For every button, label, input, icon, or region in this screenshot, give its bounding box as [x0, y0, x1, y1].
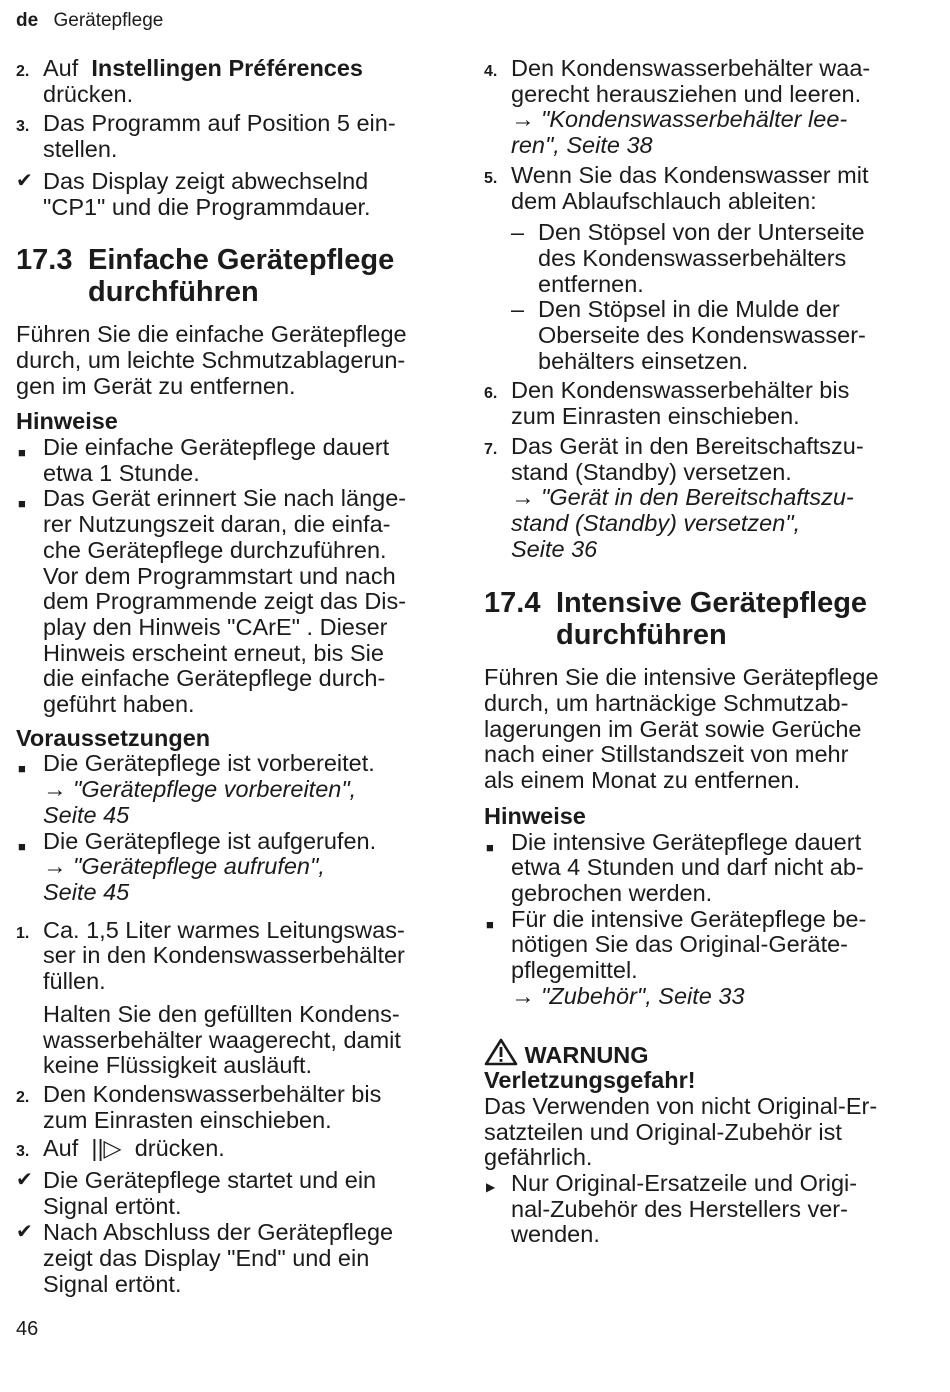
step-4: 4. Den Kondenswasserbehälter waa- gerecht herausziehen und leeren. → "Kondenswasserbehälter lee- ren", Seite 38: [484, 56, 914, 159]
arrow-right-icon: →: [43, 853, 74, 880]
step-number: 6.: [484, 385, 498, 403]
header-title: Gerätepflege: [53, 10, 164, 31]
arrow-right-icon: →: [511, 484, 542, 511]
check-icon: ✔: [16, 169, 33, 192]
square-bullet-icon: ■: [486, 916, 494, 932]
warning-label-row: [484, 1038, 914, 1069]
warning-box: WARNUNG Verletzungsgefahr! Das Verwenden von nicht Original-Er- satzteilen und Original-Zubehör ist gefährlich. ▶ Nur Original-Ersatzeile und Origi- nal-Zubehör des Herstellers ver- wenden.: [484, 1038, 914, 1249]
triangle-bullet-icon: ▶: [486, 1180, 496, 1195]
warning-label: WARNUNG: [524, 1041, 649, 1068]
cross-reference-link[interactable]: → "Zubehör", Seite 33: [511, 982, 745, 1009]
step-number: 3.: [16, 1143, 30, 1161]
cross-reference-link[interactable]: → "Kondenswasserbehälter lee-: [511, 106, 848, 133]
button-name: Instellingen Préférences: [91, 55, 364, 81]
step-1: 1. Ca. 1,5 Liter warmes Leitungswas- ser in den Kondenswasserbehälter füllen. Halten Sie den gefüllten Kondens- wasserbehälter waagerecht, damit keine Flüssigkeit ausläuft.: [16, 918, 441, 1079]
section-heading-17-3: 17.3 Einfache Gerätepflege durchführen: [16, 244, 395, 309]
step-6: 6. Den Kondenswasserbehälter bis zum Einrasten einschieben.: [484, 377, 850, 430]
dash-item: – Den Stöpsel von der Unterseite des Kondenswasserbehälters entfernen.: [511, 219, 865, 297]
hinweise-heading: Hinweise: [16, 408, 118, 435]
square-bullet-icon: ■: [18, 838, 26, 854]
result-item: ✔ Die Gerätepflege startet und ein Signal ertönt.: [16, 1167, 377, 1219]
warning-triangle-icon: [484, 1038, 518, 1066]
step-number: 2.: [16, 1088, 30, 1106]
bullet-item: ■ Die Gerätepflege ist vorbereitet. → "Gerätepflege vorbereiten", Seite 45: [16, 751, 441, 828]
left-column: [16, 56, 441, 1298]
section-intro: Führen Sie die intensive Gerätepflege durch, um hartnäckige Schmutzab- lagerungen im Gerät sowie Gerüche nach einer Stillstandszeit von mehr als einem Monat zu entfernen.: [484, 664, 879, 794]
step-2: 2. Den Kondenswasserbehälter bis zum Einrasten einschieben.: [16, 1080, 382, 1133]
bullet-item: ■ Die Gerätepflege ist aufgerufen. → "Gerätepflege aufrufen", Seite 45: [16, 829, 441, 906]
page-header: [16, 10, 163, 32]
bullet-item: ■ Die intensive Gerätepflege dauert etwa 4 Stunden und darf nicht ab- gebrochen werden.: [486, 828, 864, 906]
check-icon: ✔: [16, 1221, 33, 1244]
dash-bullet: –: [511, 219, 525, 246]
arrow-right-icon: →: [511, 982, 542, 1009]
section-heading-17-4: 17.4 Intensive Gerätepflege durchführen: [484, 587, 868, 652]
step-number: 1.: [16, 924, 30, 942]
step-number: 2.: [16, 63, 30, 80]
hinweise-heading: Hinweise: [484, 802, 586, 829]
square-bullet-icon: ■: [486, 839, 494, 855]
right-column: [484, 56, 914, 1248]
step-note: Halten Sie den gefüllten Kondens- wasserbehälter waagerecht, damit keine Flüssigkeit ausläuft.: [43, 1000, 401, 1079]
cross-reference-link[interactable]: → "Gerät in den Bereitschaftszu-: [511, 484, 854, 511]
step-number: 7.: [484, 440, 498, 458]
result-item: ✔ Das Display zeigt abwechselnd "CP1" und die Programmdauer.: [16, 167, 371, 220]
start-pause-icon: ||▷: [91, 1135, 122, 1162]
section-intro: Führen Sie die einfache Gerätepflege durch, um leichte Schmutzablagerun- gen im Gerät zu entfernen.: [16, 321, 407, 399]
warning-action: ▶ Nur Original-Ersatzeile und Origi- nal-Zubehör des Herstellers ver- wenden.: [486, 1170, 858, 1248]
square-bullet-icon: ■: [18, 496, 26, 512]
step-3: 3. Das Programm auf Position 5 ein- stellen.: [16, 110, 396, 163]
section-number: 17.3: [16, 244, 73, 277]
step-number: 4.: [484, 63, 498, 80]
bullet-item: ■ Für die intensive Gerätepflege be- nötigen Sie das Original-Geräte- pflegemittel. → "Zubehör", Seite 33: [484, 907, 914, 1010]
arrow-right-icon: →: [511, 106, 542, 133]
bullet-item: ■ Die einfache Gerätepflege dauert etwa 1 Stunde.: [18, 434, 390, 486]
dash-bullet: –: [511, 296, 525, 323]
step-3: 3. Auf ||▷ drücken.: [16, 1136, 441, 1162]
dash-item: – Den Stöpsel in die Mulde der Oberseite des Kondenswasser- behälters einsetzen.: [511, 296, 866, 374]
square-bullet-icon: ■: [18, 761, 26, 777]
step-number: 3.: [16, 118, 30, 136]
bullet-item: ■ Das Gerät erinnert Sie nach länge- rer Nutzungszeit daran, die einfa- che Gerätepflege durchzuführen. Vor dem Programmstart und nach dem Programmende zeigt das Dis- play den Hinweis "CArE" . Dieser Hinweis erscheint erneut, bis Sie die einfache Gerätepflege durch- geführt haben.: [18, 485, 407, 718]
step-2: 2. Auf Instellingen Préférences drücken.: [16, 55, 364, 107]
voraussetzungen-heading: Voraussetzungen: [16, 724, 211, 751]
language-code: de: [16, 10, 39, 31]
cross-reference-link[interactable]: → "Gerätepflege vorbereiten",: [43, 776, 357, 803]
page-number: 46: [16, 1318, 39, 1340]
result-item: ✔ Nach Abschluss der Gerätepflege zeigt das Display "End" und ein Signal ertönt.: [16, 1219, 394, 1297]
step-7: 7. Das Gerät in den Bereitschaftszu- stand (Standby) versetzen. → "Gerät in den Bereitschaftszu- stand (Standby) versetzen", Seite 36: [484, 434, 914, 563]
section-number: 17.4: [484, 587, 541, 620]
check-icon: ✔: [16, 1169, 33, 1192]
square-bullet-icon: ■: [18, 445, 26, 461]
arrow-right-icon: →: [43, 776, 74, 803]
step-number: 5.: [484, 169, 498, 187]
cross-reference-link[interactable]: → "Gerätepflege aufrufen",: [43, 853, 325, 880]
step-5: 5. Wenn Sie das Kondenswasser mit dem Ablaufschlauch ableiten:: [484, 161, 869, 214]
warning-title: Verletzungsgefahr!: [484, 1067, 696, 1094]
